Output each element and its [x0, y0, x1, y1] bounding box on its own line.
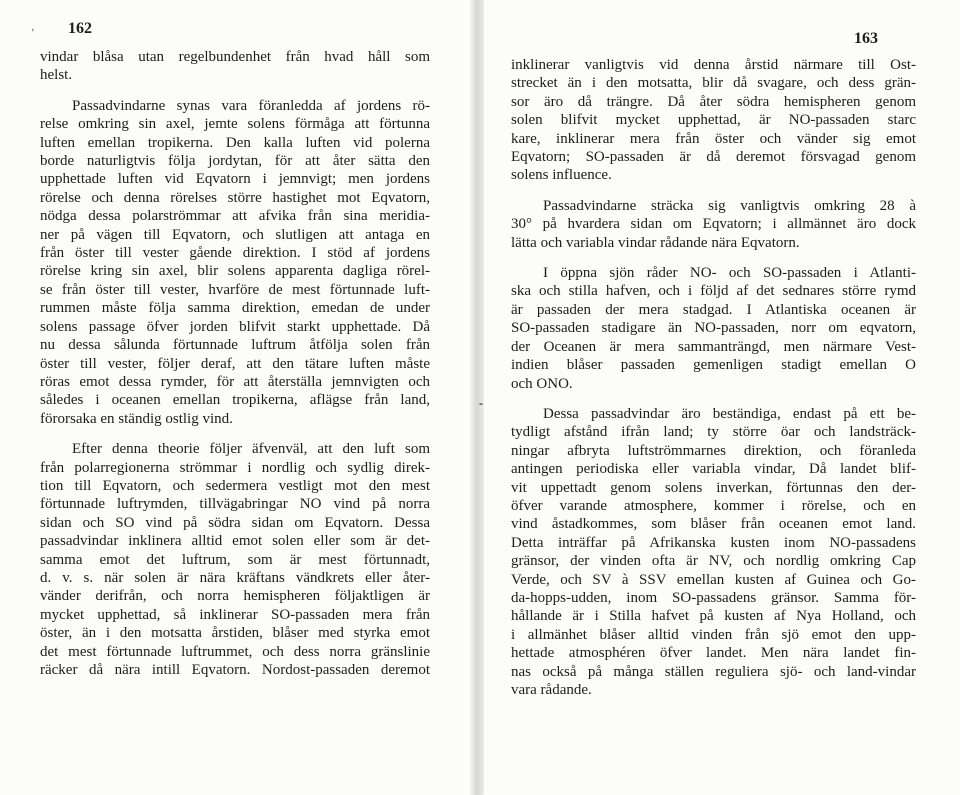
text-line: Verde, och SV à SSV emellan kusten af Guinea och Go-	[511, 571, 916, 588]
page-number: 162	[68, 20, 92, 37]
margin-mark: -	[479, 396, 483, 410]
text-line: vindar blåsa utan regelbundenhet från hvad håll som	[40, 49, 430, 65]
text-line: är passaden der mera stadgad. I Atlantiska oceanen är	[511, 301, 916, 318]
text-line: borde naturligtvis följa jordytan, för att åter sätta den	[40, 153, 430, 170]
text-line: röras emot dessa rymder, för att återställa jemnvigten och	[40, 373, 430, 390]
text-line: d. v. s. när solen är nära kräftans vändkrets eller åter-	[40, 569, 430, 586]
text-line: öfver varande atmosphere, kommer i rörelse, och en	[511, 497, 916, 514]
text-line: Efter denna theorie följer äfvenväl, att den luft som	[72, 441, 430, 458]
text-line: i allmänhet blåser alltid vinden från sjö emot den upp-	[511, 626, 916, 643]
text-line: indien blåser passaden gemenligen stadigt emellan O	[511, 357, 916, 374]
text-line: kare, inklinerar mera från öster och vänder sig emot	[511, 130, 916, 147]
text-line: således i oceanen emellan tropikerna, aflägse från land,	[40, 392, 430, 409]
text-line: öster, än i den motsatta årstiden, blåser med styrka emot	[40, 625, 430, 642]
text-line: solens influence.	[511, 167, 612, 184]
text-line: antingen periodiska eller variabla vindar, Då landet blif-	[511, 461, 916, 478]
text-line: vänder derifrån, och norra hemispheren följaktligen är	[40, 588, 430, 605]
text-line: från öster till vester gående direktion. I stöd af jordens	[40, 245, 430, 262]
text-line: rörelse och denna rörelses större hastighet mot Eqvatorn,	[40, 189, 430, 206]
text-line: solens passage öfver jorden blifvit starkt upphettade. Då	[40, 318, 430, 335]
text-line: hållande är i Stilla hafvet på kusten af Nya Holland, och	[511, 608, 916, 625]
text-line: solen blifvit mycket upphettad, är NO-passaden starc	[511, 112, 916, 129]
text-line: ningar afbryta luftströmmarnes direktion, och föranleda	[511, 442, 916, 459]
text-line: sor äro då trängre. Då åter södra hemispheren genom	[511, 93, 916, 110]
text-line: Passadvindarne synas vara föranledda af jordens rö-	[72, 97, 430, 114]
text-line: nödga dessa polarströmmar att afvika från sina meridia-	[40, 208, 430, 225]
text-line: sidan och SO vind på södra sidan om Eqvatorn. Dessa	[40, 514, 430, 531]
text-line: ner på vägen till Eqvatorn, och slutligen att antaga en	[40, 226, 430, 243]
text-line: det mest förtunnade luftrummet, och dess norra gränslinie	[40, 643, 430, 660]
text-line: I öppna sjön råder NO- och SO-passaden i Atlanti-	[543, 265, 916, 282]
text-line: SO-passaden stadigare än NO-passaden, norr om eqvatorn,	[511, 320, 916, 337]
text-line: luften emellan tropikerna. Den kalla luften vid polerna	[40, 134, 430, 151]
text-line: från polarregionerna strömmar i nordlig och sydlig direk-	[40, 459, 430, 476]
text-line: rörelse kring sin axel, blir solens apparenta dagliga rörel-	[40, 263, 430, 280]
left-page	[0, 0, 470, 795]
text-line: Detta inträffar på Afrikanska kusten inom NO-passadens	[511, 534, 916, 551]
text-line: da-hopps-udden, inom SO-passadens gränsor. Samma för-	[511, 589, 916, 606]
text-line: samma emot det luftrum, som är mest förtunnadt,	[40, 551, 430, 568]
text-line: nas också på många ställen reguliera sjö- och land-vindar	[511, 663, 916, 680]
text-line: Dessa passadvindar äro beständiga, endast på ett be-	[543, 405, 916, 422]
text-line: och ONO.	[511, 375, 573, 392]
text-line: Eqvatorn; SO-passaden är då deremot försvagad genom	[511, 149, 916, 166]
text-line: se från öster till vester, hvarföre de mest förtunnade luft-	[40, 281, 430, 298]
text-line: förtunnade luftrymden, tillvägabringar NO vind på norra	[40, 496, 430, 513]
text-line: passadvindar inklinera alltid emot solen eller som är det-	[40, 533, 430, 550]
text-line: der Oceanen är mera sammanträngd, men närmare Vest-	[511, 338, 916, 355]
text-line: strecket än i den motsatta, blir då svagare, och dess grän-	[511, 75, 916, 92]
text-line: förorsaka en ständig ostlig vind.	[40, 410, 233, 427]
text-line: gränsor, der vinden ofta är NV, och nordlig omkring Cap	[511, 553, 916, 570]
right-page	[484, 0, 960, 795]
text-line: tion till Eqvatorn, och sedermera vestligt mot den mest	[40, 477, 430, 494]
body-text	[511, 56, 916, 699]
text-line: räcker då nära intill Eqvatorn. Nordost-passaden deremot	[40, 662, 430, 678]
text-line: vara rådande.	[511, 682, 592, 698]
text-line: Passadvindarne sträcka sig vanligtvis omkring 28 à	[543, 197, 916, 214]
text-line: inklinerar vanligtvis vid denna årstid närmare till Ost-	[511, 57, 916, 73]
text-line: ska och stilla hafven, och i följd af det sednares större rymd	[511, 283, 916, 300]
text-line: vit uppettadt genom solens inverkan, förtunnas den der-	[511, 479, 916, 496]
text-line: mycket upphettad, så inklinerar SO-passaden mera från	[40, 606, 430, 623]
text-line: helst.	[40, 67, 73, 84]
page-number: 163	[854, 30, 878, 47]
text-line: upphettade luften vid Eqvatorn i jemnvigt; men jordens	[40, 171, 430, 188]
text-line: nu dessa sålunda förtunnade luftrum åtfölja solen från	[40, 337, 430, 354]
text-line: vind åstadkommes, som blåser från oceanen emot land.	[511, 516, 916, 533]
text-line: 30° på hvardera sidan om Eqvatorn; i allmännet äro dock	[511, 216, 916, 233]
text-line: lätta och variabla vindar rådande nära Eqvatorn.	[511, 234, 800, 251]
text-line: hettade atmosphéren öfver landet. Men nära landet fin-	[511, 645, 916, 662]
text-line: öster till vester, följer deraf, att den tätare luften måste	[40, 355, 430, 372]
text-line: tydligt afstånd ifrån land; ty större öar och landsträck-	[511, 424, 916, 441]
edge-mark: '	[32, 28, 34, 39]
text-line: relse omkring sin axel, jemte solens förmåga att förtunna	[40, 116, 430, 133]
body-text	[40, 48, 430, 679]
text-line: rummen måste följa samma direktion, emedan de under	[40, 300, 430, 317]
